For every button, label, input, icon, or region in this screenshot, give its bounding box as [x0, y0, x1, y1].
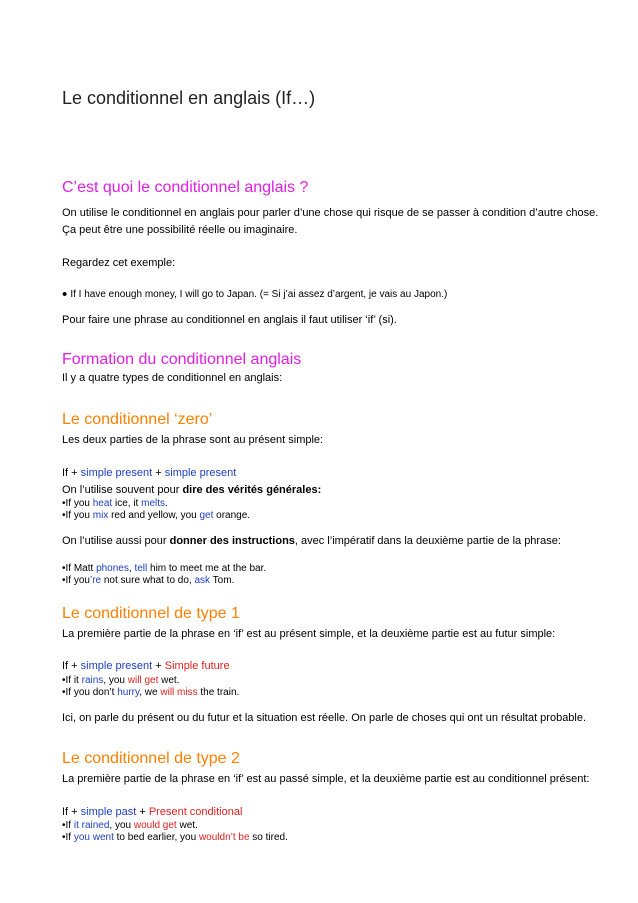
text: , [128, 563, 135, 574]
text: , you [103, 675, 128, 686]
text: •If you [62, 510, 93, 521]
verb: mix [92, 510, 109, 521]
text: Tom. [210, 575, 235, 586]
section-heading-type-1: Le conditionnel de type 1 [62, 605, 240, 622]
formula [62, 467, 236, 480]
verb: heat [92, 498, 113, 509]
bold-text: donner des instructions [169, 535, 295, 547]
bullet-item [62, 288, 447, 301]
text: , avec l’impératif dans la deuxième partie de la phrase: [294, 535, 561, 547]
verb: it rained [73, 820, 110, 831]
formula-part-a: simple past [80, 806, 137, 818]
verb: tell [134, 563, 148, 574]
text: •If [62, 832, 74, 843]
example-line [62, 574, 234, 587]
formula-part-b: Simple future [164, 660, 230, 672]
text: wet. [158, 675, 180, 686]
verb: would get [133, 820, 177, 831]
verb: will get [127, 675, 159, 686]
text: . [165, 498, 168, 509]
verb: melts [141, 498, 166, 509]
paragraph: Il y a quatre types de conditionnel en anglais: [62, 372, 283, 384]
text: •If [62, 820, 74, 831]
verb: rains [81, 675, 104, 686]
paragraph: Ici, on parle du présent ou du futur et la situation est réelle. On parle de choses qui ont un résultat probable. [62, 712, 587, 724]
formula [62, 660, 230, 673]
formula-if: If + [62, 806, 81, 818]
example-line [62, 686, 239, 699]
text: so tired. [249, 832, 288, 843]
text: •If you don’t [62, 687, 118, 698]
verb: ask [194, 575, 211, 586]
section-heading-what-is: C’est quoi le conditionnel anglais ? [62, 179, 309, 196]
text: him to meet me at the bar. [147, 563, 267, 574]
text: not sure what to do, [101, 575, 195, 586]
paragraph: La première partie de la phrase en ‘if’ est au passé simple, et la deuxième partie est au conditionnel présent: [62, 773, 590, 785]
text: On l’utilise aussi pour [62, 535, 170, 547]
verb: wouldn’t be [198, 832, 250, 843]
verb: ’re [89, 575, 102, 586]
verb: get [199, 510, 214, 521]
paragraph: La première partie de la phrase en ‘if’ est au présent simple, et la deuxième partie est au futur simple: [62, 628, 556, 640]
text: red and yellow, you [108, 510, 200, 521]
formula-part-b: simple present [164, 467, 237, 479]
formula-plus: + [136, 806, 149, 818]
formula-if: If + [62, 467, 81, 479]
paragraph [62, 484, 321, 497]
paragraph [62, 535, 561, 548]
section-heading-formation: Formation du conditionnel anglais [62, 351, 302, 368]
text: On l’utilise souvent pour [62, 484, 183, 496]
verb: you went [73, 832, 114, 843]
bullet-text: If I have enough money, I will go to Japan. (= Si j’ai assez d’argent, je vais au Japon.) [70, 289, 448, 300]
formula-plus: + [152, 467, 165, 479]
text: orange. [213, 510, 251, 521]
verb: phones [96, 563, 129, 574]
formula [62, 806, 242, 819]
bold-text: dire des vérités générales: [182, 484, 322, 496]
paragraph: Pour faire une phrase au conditionnel en anglais il faut utiliser ‘if’ (si). [62, 314, 397, 326]
text: , we [139, 687, 161, 698]
formula-plus: + [152, 660, 165, 672]
example-line [62, 509, 250, 522]
bullet-marker: • [62, 286, 68, 303]
text: to bed earlier, you [113, 832, 199, 843]
section-heading-type-2: Le conditionnel de type 2 [62, 750, 240, 767]
page-title: Le conditionnel en anglais (If…) [62, 88, 316, 108]
text: the train. [197, 687, 240, 698]
verb: will miss [160, 687, 198, 698]
text: •If you [62, 575, 90, 586]
paragraph: On utilise le conditionnel en anglais pour parler d’une chose qui risque de se passer à condition d’autre chose. [62, 207, 599, 219]
paragraph: Ça peut être une possibilité réelle ou imaginaire. [62, 224, 298, 236]
paragraph: Regardez cet exemple: [62, 257, 176, 269]
text: , you [109, 820, 134, 831]
example-line [62, 831, 288, 844]
formula-part-b: Present conditional [148, 806, 243, 818]
paragraph: Les deux parties de la phrase sont au présent simple: [62, 434, 324, 446]
text: •If it [62, 675, 82, 686]
section-heading-zero: Le conditionnel ‘zero’ [62, 411, 213, 428]
text: wet. [176, 820, 198, 831]
formula-if: If + [62, 660, 81, 672]
formula-part-a: simple present [80, 660, 153, 672]
text: ice, it [112, 498, 142, 509]
text: •If Matt [62, 563, 97, 574]
formula-part-a: simple present [80, 467, 153, 479]
text: •If you [62, 498, 93, 509]
verb: hurry [117, 687, 140, 698]
